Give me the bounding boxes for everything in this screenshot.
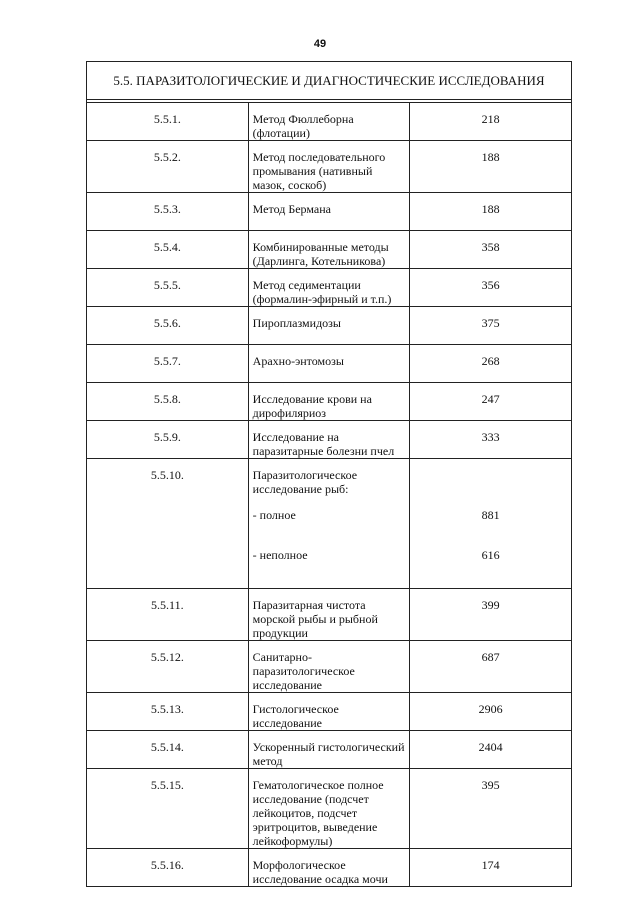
sub-row-price: 881 <box>481 508 500 522</box>
row-price: 687 <box>410 641 572 693</box>
table-row <box>87 849 572 887</box>
row-name: Арахно-энтомозы <box>248 345 410 383</box>
row-name: Метод Бермана <box>248 193 410 231</box>
row-name: Метод последовательного промывания (нативный мазок, соскоб) <box>248 141 410 193</box>
table-row <box>87 641 572 693</box>
row-name: Гематологическое полное исследование (подсчет лейкоцитов, подсчет эритроцитов, выведение лейкоформулы) <box>248 769 410 849</box>
sub-row-price: 616 <box>481 548 500 562</box>
row-price-group <box>410 459 572 589</box>
row-price: 395 <box>410 769 572 849</box>
row-price: 399 <box>410 589 572 641</box>
table-row <box>87 769 572 849</box>
row-price: 188 <box>410 193 572 231</box>
row-price: 268 <box>410 345 572 383</box>
row-number: 5.5.14. <box>87 731 249 769</box>
row-name: Пироплазмидозы <box>248 307 410 345</box>
row-name: Метод седиментации (формалин-эфирный и т.п.) <box>248 269 410 307</box>
row-number: 5.5.11. <box>87 589 249 641</box>
table-row <box>87 193 572 231</box>
table-row <box>87 103 572 141</box>
row-name: Паразитологическое исследование рыб: <box>252 468 358 496</box>
table-row <box>87 693 572 731</box>
row-price: 188 <box>410 141 572 193</box>
row-number: 5.5.9. <box>87 421 249 459</box>
table-row <box>87 141 572 193</box>
row-number: 5.5.1. <box>87 103 249 141</box>
row-number: 5.5.6. <box>87 307 249 345</box>
row-name: Исследование на паразитарные болезни пчел <box>248 421 410 459</box>
row-name: Ускоренный гистологический метод <box>248 731 410 769</box>
row-price: 375 <box>410 307 572 345</box>
row-price: 174 <box>410 849 572 887</box>
row-number: 5.5.8. <box>87 383 249 421</box>
row-price: 247 <box>410 383 572 421</box>
row-number: 5.5.5. <box>87 269 249 307</box>
table-row <box>87 307 572 345</box>
section-header-row <box>87 62 572 100</box>
row-name: Исследование крови на дирофиляриоз <box>248 383 410 421</box>
table-row <box>87 383 572 421</box>
row-name: Санитарно-паразитологическое исследование <box>248 641 410 693</box>
table-row <box>87 231 572 269</box>
price-table <box>86 61 572 887</box>
row-name-group <box>248 459 410 589</box>
table-row <box>87 589 572 641</box>
sub-row-name: - полное <box>252 508 296 522</box>
row-number: 5.5.15. <box>87 769 249 849</box>
row-name: Паразитарная чистота морской рыбы и рыбной продукции <box>248 589 410 641</box>
row-number: 5.5.16. <box>87 849 249 887</box>
row-name: Гистологическое исследование <box>248 693 410 731</box>
row-price: 2404 <box>410 731 572 769</box>
row-number: 5.5.3. <box>87 193 249 231</box>
row-name: Метод Фюллеборна (флотации) <box>248 103 410 141</box>
section-title: 5.5. ПАРАЗИТОЛОГИЧЕСКИЕ И ДИАГНОСТИЧЕСКИЕ ИССЛЕДОВАНИЯ <box>87 62 572 100</box>
row-number: 5.5.7. <box>87 345 249 383</box>
row-price: 2906 <box>410 693 572 731</box>
table-row <box>87 269 572 307</box>
table-row-multi <box>87 459 572 589</box>
row-number: 5.5.2. <box>87 141 249 193</box>
row-number: 5.5.12. <box>87 641 249 693</box>
row-name: Морфологическое исследование осадка мочи <box>248 849 410 887</box>
table-row <box>87 345 572 383</box>
row-price: 358 <box>410 231 572 269</box>
row-number: 5.5.10. <box>87 459 249 589</box>
table-row <box>87 731 572 769</box>
table-row <box>87 421 572 459</box>
sub-row-name: - неполное <box>252 548 308 562</box>
row-name: Комбинированные методы (Дарлинга, Котельникова) <box>248 231 410 269</box>
page-number: 49 <box>313 38 327 50</box>
row-price: 356 <box>410 269 572 307</box>
row-number: 5.5.13. <box>87 693 249 731</box>
row-price: 218 <box>410 103 572 141</box>
row-price: 333 <box>410 421 572 459</box>
row-number: 5.5.4. <box>87 231 249 269</box>
